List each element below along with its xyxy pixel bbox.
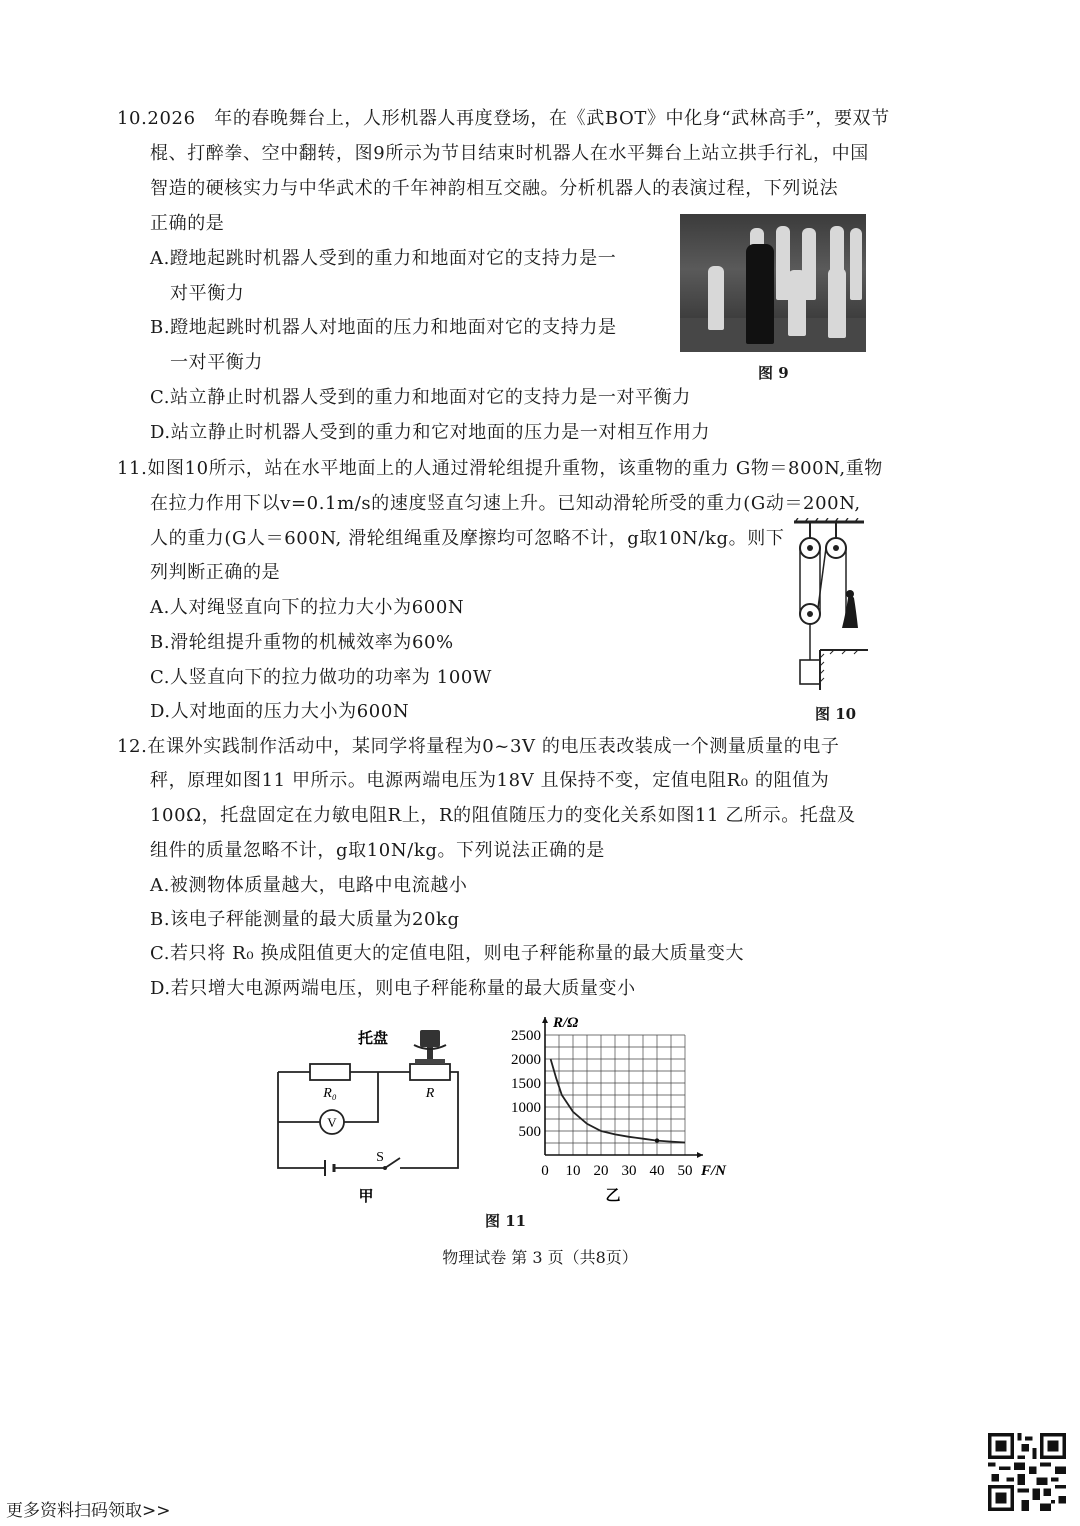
q12-option-a: A.被测物体质量越大，电路中电流越小	[150, 875, 468, 896]
resistor-r0	[310, 1064, 350, 1080]
x-tick-label: 40	[649, 1163, 665, 1179]
graph-grid	[545, 1035, 685, 1155]
y-tick-label: 2000	[511, 1052, 541, 1068]
r-label: R	[425, 1086, 435, 1101]
q12-stem-line-4: 组件的质量忽略不计，g取10N/kg。下列说法正确的是	[150, 840, 605, 861]
x-axis-arrow	[697, 1152, 703, 1158]
q12-stem-line-3: 100Ω，托盘固定在力敏电阻R上，R的阻值随压力的变化关系如图11 乙所示。托盘及	[150, 805, 856, 826]
graph-axes	[542, 1017, 703, 1158]
q10-stem-line-2: 棍、打醉拳、空中翻转，图9所示为节目结束时机器人在水平舞台上站立拱手行礼，中国	[150, 143, 869, 164]
q11-stem-line-3: 人的重力(G人＝600N, 滑轮组绳重及摩擦均可忽略不计，g取10N/kg。则下	[150, 528, 785, 549]
tray-block	[420, 1030, 440, 1047]
q11-option-a: A.人对绳竖直向下的拉力大小为600N	[150, 597, 465, 618]
y-tick-label: 1000	[511, 1100, 541, 1116]
graph-sub-caption: 乙	[605, 1188, 621, 1204]
tray-label: 托盘	[357, 1031, 388, 1047]
q10-option-b: B.蹬地起跳时机器人对地面的压力和地面对它的支持力是	[150, 317, 617, 338]
x-tick-label: 50	[677, 1163, 693, 1179]
switch-label: S	[376, 1150, 384, 1165]
q11-stem-line-1: 11.如图10所示，站在水平地面上的人通过滑轮组提升重物，该重物的重力 G物＝800N,重物	[117, 458, 883, 479]
resistance-force-graph	[495, 1005, 735, 1205]
q10-option-d: D.站立静止时机器人受到的重力和它对地面的压力是一对相互作用力	[150, 422, 711, 443]
y-tick-label: 1500	[511, 1076, 541, 1092]
q10-option-a: A.蹬地起跳时机器人受到的重力和地面对它的支持力是一	[150, 248, 617, 269]
force-sensitive-resistor	[410, 1064, 450, 1080]
q12-stem-line-1: 12.在课外实践制作活动中，某同学将量程为0~3V 的电压表改装成一个测量质量的电子	[117, 736, 840, 757]
promo-text[interactable]: 更多资料扫码领取>>	[6, 1501, 171, 1521]
q10-option-c: C.站立静止时机器人受到的重力和地面对它的支持力是一对平衡力	[150, 387, 691, 408]
q10-stem-line-1: 10.2026 年的春晚舞台上，人形机器人再度登场，在《武BOT》中化身“武林高手”，要双节	[117, 108, 890, 129]
q11-stem-line-2: 在拉力作用下以v=0.1m/s的速度竖直匀速上升。已知动滑轮所受的重力(G动＝200N,	[150, 493, 861, 514]
data-point	[655, 1138, 659, 1142]
robot-stage-photo	[680, 214, 866, 352]
voltmeter-label: V	[327, 1115, 337, 1130]
q12-option-c: C.若只将 R₀ 换成阻值更大的定值电阻，则电子秤能称量的最大质量变大	[150, 943, 745, 964]
figure-11-caption: 图 11	[485, 1212, 527, 1230]
x-tick-label: 0	[541, 1163, 549, 1179]
q12-stem-line-2: 秤，原理如图11 甲所示。电源两端电压为18V 且保持不变，定值电阻R₀ 的阻值为	[150, 770, 830, 791]
q11-option-b: B.滑轮组提升重物的机械效率为60%	[150, 632, 454, 653]
y-axis-label: R/Ω	[553, 1015, 579, 1031]
circuit-sub-caption: 甲	[358, 1189, 374, 1205]
x-tick-label: 30	[621, 1163, 637, 1179]
q11-option-d: D.人对地面的压力大小为600N	[150, 701, 410, 722]
y-tick-label: 2500	[511, 1028, 541, 1044]
figure-9-caption: 图 9	[758, 364, 789, 382]
q10-stem-line-4: 正确的是	[150, 213, 225, 234]
q11-stem-line-4: 列判断正确的是	[150, 562, 281, 583]
page-footer: 物理试卷 第 3 页（共8页）	[442, 1248, 638, 1267]
resistance-curve	[551, 1059, 685, 1143]
q12-option-b: B.该电子秤能测量的最大质量为20kg	[150, 909, 460, 930]
q11-option-c: C.人竖直向下的拉力做功的功率为 100W	[150, 667, 493, 688]
q12-option-d: D.若只增大电源两端电压，则电子秤能称量的最大质量变小	[150, 978, 636, 999]
qr-code-icon[interactable]	[988, 1433, 1066, 1511]
circuit-diagram	[270, 1025, 470, 1205]
y-tick-label: 500	[518, 1124, 541, 1140]
q10-option-a-cont: 对平衡力	[170, 283, 245, 304]
x-tick-label: 20	[593, 1163, 609, 1179]
x-tick-label: 10	[565, 1163, 581, 1179]
y-axis-arrow	[542, 1017, 548, 1023]
q10-option-b-cont: 一对平衡力	[170, 352, 263, 373]
q10-stem-line-3: 智造的硬核实力与中华武术的千年神韵相互交融。分析机器人的表演过程，下列说法	[150, 178, 839, 199]
pulley-system-diagram	[790, 518, 870, 690]
x-axis-label: F/N	[701, 1163, 727, 1179]
figure-10-caption: 图 10	[815, 705, 857, 723]
r0-label: R₀	[323, 1086, 337, 1101]
